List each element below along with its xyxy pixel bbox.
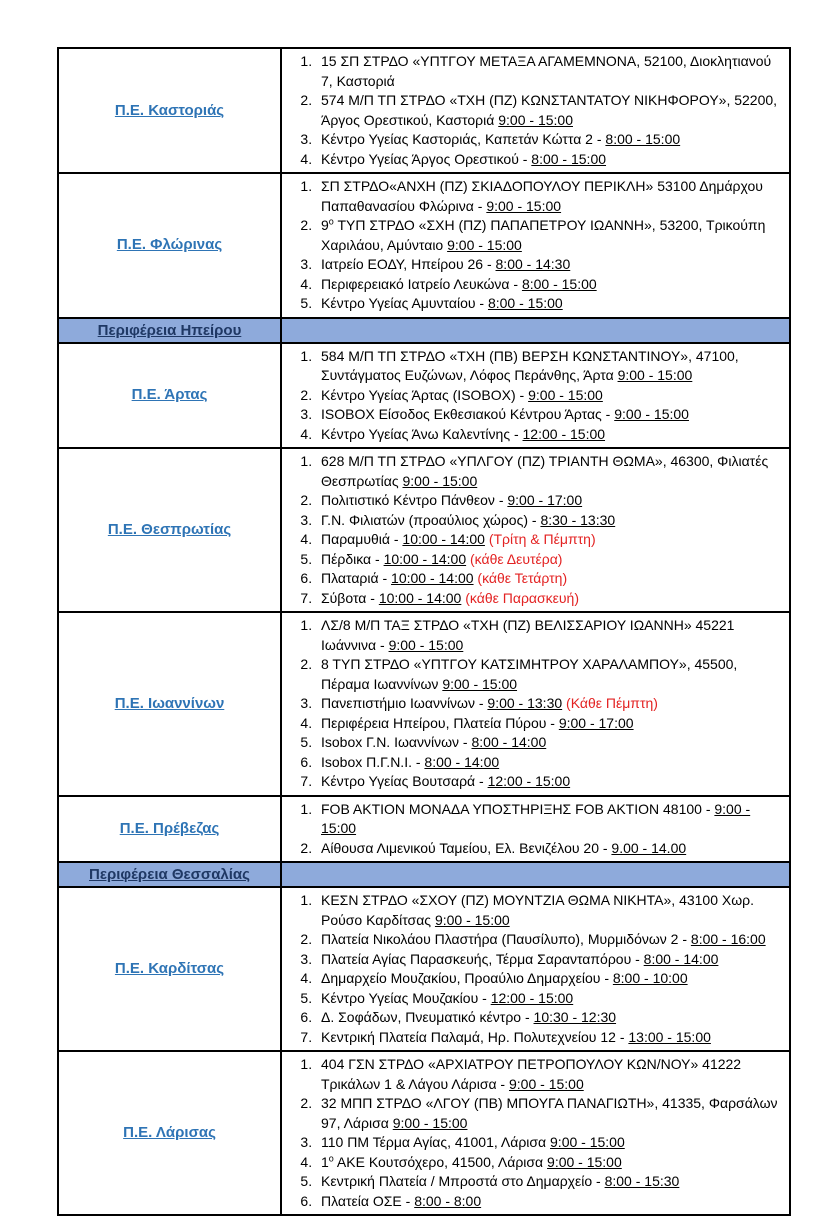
- item-text: Πλαταριά -: [321, 570, 392, 586]
- item-text: 574 Μ/Π ΤΠ ΣΤΡΔΟ «ΤΧΗ (ΠΖ) ΚΩΝΣΤΑΝΤΑΤΟΥ ΝΙΚΗΦΟΡΟΥ», 52200, Άργος Ορεστικού, Καστοριά: [321, 92, 778, 128]
- time-range: 9:00 - 15:00: [509, 1075, 584, 1092]
- section-header-link[interactable]: Περιφέρεια Θεσσαλίας: [89, 866, 250, 883]
- section-header-link[interactable]: Περιφέρεια Ηπείρου: [97, 321, 242, 339]
- time-range: 10:30 - 12:30: [533, 1009, 617, 1025]
- time-range: 8:00 - 14:00: [643, 950, 719, 967]
- item-text: ΣΠ ΣΤΡΔΟ«ΑΝΧΗ (ΠΖ) ΣΚΙΑΔΟΠΟΥΛΟΥ ΠΕΡΙΚΛΗ» 53100 Δημάρχου Παπαθανασίου Φλώρινα -: [321, 178, 763, 214]
- time-range: 9:00 - 15:00: [617, 367, 693, 383]
- region-link[interactable]: Π.Ε. Θεσπρωτίας: [107, 521, 232, 538]
- table-row: [58, 887, 790, 1051]
- day-note: (Κάθε Πέμπτη): [562, 695, 658, 711]
- day-note: (Τρίτη & Πέμπτη): [484, 531, 596, 547]
- time-range: 13:00 - 15:00: [628, 1028, 711, 1045]
- item-text: 9: [321, 217, 329, 233]
- location-item: [316, 452, 783, 491]
- item-text: Παραμυθιά -: [321, 531, 403, 547]
- item-text: Ιατρείο ΕΟΔΥ, Ηπείρου 26 -: [321, 256, 496, 272]
- location-item: [316, 694, 783, 714]
- item-text: ΚΕΣΝ ΣΤΡΔΟ «ΣΧΟΥ (ΠΖ) ΜΟΥΝΤΖΙΑ ΘΩΜΑ ΝΙΚΗΤΑ», 43100 Χωρ. Ρούσο Καρδίτσας: [321, 892, 755, 928]
- time-range: 9:00 - 15:00: [402, 472, 478, 489]
- items-cell: [281, 612, 790, 796]
- table-row: [58, 48, 790, 173]
- location-item: [316, 52, 783, 91]
- location-item: [316, 386, 783, 406]
- region-link[interactable]: Π.Ε. Λάρισας: [123, 1124, 216, 1141]
- location-item: [316, 616, 783, 655]
- location-item: [316, 753, 783, 773]
- location-item: [316, 733, 783, 753]
- location-item: [316, 772, 783, 792]
- location-list: [282, 616, 783, 792]
- location-item: [316, 150, 783, 170]
- location-item: [316, 216, 783, 255]
- items-cell: [281, 887, 790, 1051]
- location-item: [316, 839, 783, 859]
- item-text: Δ. Σοφάδων, Πνευματικό κέντρο -: [321, 1009, 534, 1025]
- location-item: [316, 294, 783, 314]
- region-cell: [58, 796, 281, 863]
- region-link[interactable]: Π.Ε. Καστοριάς: [114, 101, 225, 119]
- item-text: 404 ΓΣΝ ΣΤΡΔΟ «ΑΡΧΙΑΤΡΟΥ ΠΕΤΡΟΠΟΥΛΟΥ ΚΩΝ/ΝΟΥ» 41222 Τρικάλων 1 & Λάγου Λάρισα -: [321, 1056, 742, 1092]
- section-header-row: [58, 862, 790, 887]
- region-link[interactable]: Π.Ε. Καρδίτσας: [114, 960, 225, 977]
- location-item: [316, 930, 783, 950]
- location-item: [316, 891, 783, 930]
- item-text: Πολιτιστικό Κέντρο Πάνθεον -: [321, 492, 508, 508]
- location-list: [282, 1055, 783, 1211]
- time-range: 8:00 - 15:00: [521, 275, 597, 292]
- items-cell: [281, 448, 790, 612]
- location-item: [316, 1028, 783, 1048]
- time-range: 9:00 - 13:30: [487, 695, 563, 711]
- region-cell: [58, 173, 281, 318]
- location-list: [282, 52, 783, 169]
- item-text: Κεντρική Πλατεία / Μπροστά στο Δημαρχείο -: [321, 1173, 605, 1189]
- item-text: Κέντρο Υγείας Καστοριάς, Καπετάν Κώττα 2 -: [321, 131, 606, 147]
- item-text: FOB AKTION ΜΟΝΑΔΑ ΥΠΟΣΤΗΡΙΞΗΣ FOB AKTION 48100 -: [321, 800, 715, 817]
- time-range: 9:00 - 15:00: [434, 911, 510, 928]
- items-cell: [281, 796, 790, 863]
- item-text: 584 Μ/Π ΤΠ ΣΤΡΔΟ «ΤΧΗ (ΠΒ) ΒΕΡΣΗ ΚΩΝΣΤΑΝΤΙΝΟΥ», 47100, Συντάγματος Ευζώνων, Λόφος Περάνθης, Άρτα: [321, 347, 739, 383]
- location-list: [282, 347, 783, 445]
- time-range: 8:00 - 15:00: [605, 131, 681, 147]
- location-item: [316, 550, 783, 570]
- location-item: [316, 130, 783, 150]
- location-item: [316, 1094, 783, 1133]
- ordinal-suffix: ο: [328, 216, 334, 227]
- time-range: 8:00 - 10:00: [612, 970, 688, 986]
- time-range: 10:00 - 14:00: [383, 550, 467, 567]
- item-text: Κέντρο Υγείας Βουτσαρά -: [321, 773, 488, 789]
- day-note: (κάθε Παρασκευή): [461, 589, 579, 606]
- location-item: [316, 255, 783, 275]
- item-text: Κεντρική Πλατεία Παλαμά, Ηρ. Πολυτεχνείου 12 -: [321, 1028, 629, 1045]
- location-item: [316, 1192, 783, 1212]
- location-list: [282, 177, 783, 314]
- time-range: 12:00 - 15:00: [490, 989, 574, 1006]
- time-range: 8:00 - 14:30: [495, 256, 571, 272]
- items-cell: [281, 48, 790, 173]
- location-item: [316, 511, 783, 531]
- table-row: [58, 1051, 790, 1215]
- location-item: [316, 530, 783, 550]
- item-text: Αίθουσα Λιμενικού Ταμείου, Ελ. Βενιζέλου 20 -: [321, 839, 612, 856]
- time-range: 8:00 - 15:30: [604, 1173, 680, 1189]
- region-cell: [58, 612, 281, 796]
- time-range: 9:00 - 17:00: [558, 714, 634, 731]
- item-text: Isobox Γ.Ν. Ιωαννίνων -: [321, 734, 472, 750]
- table-row: [58, 612, 790, 796]
- table-row: [58, 173, 790, 318]
- item-text: Κέντρο Υγείας Μουζακίου -: [321, 989, 491, 1006]
- location-item: [316, 1008, 783, 1028]
- location-item: [316, 1172, 783, 1192]
- region-cell: [58, 48, 281, 173]
- item-text: ISOBOX Είσοδος Εκθεσιακού Κέντρου Άρτας -: [321, 406, 615, 422]
- location-item: [316, 950, 783, 970]
- time-range: 9.00 - 14.00: [611, 839, 687, 856]
- table-row: [58, 448, 790, 612]
- item-text: Περιφέρεια Ηπείρου, Πλατεία Πύρου -: [321, 714, 559, 731]
- ordinal-suffix: ο: [328, 1152, 334, 1163]
- table-row: [58, 343, 790, 449]
- location-item: [316, 405, 783, 425]
- item-text: Κέντρο Υγείας Άνω Καλεντίνης -: [321, 425, 523, 442]
- table-row: [58, 796, 790, 863]
- time-range: 8:00 - 8:00: [414, 1192, 482, 1209]
- time-range: 10:00 - 14:00: [391, 570, 474, 586]
- location-item: [316, 275, 783, 295]
- location-item: [316, 569, 783, 589]
- location-item: [316, 347, 783, 386]
- location-list: [282, 800, 783, 859]
- item-text: Κέντρο Υγείας Αμυνταίου -: [321, 295, 488, 311]
- item-text: 8 ΤΥΠ ΣΤΡΔΟ «ΥΠΤΓΟΥ ΚΑΤΣΙΜΗΤΡΟΥ ΧΑΡΑΛΑΜΠΟΥ», 45500, Πέραμα Ιωαννίνων: [321, 656, 738, 692]
- item-text: ΑΚΕ Κουτσόχερο, 41500, Λάρισα: [333, 1153, 548, 1170]
- location-item: [316, 425, 783, 445]
- time-range: 9:00 - 15:00: [442, 675, 518, 692]
- location-item: [316, 1055, 783, 1094]
- item-text: ΛΣ/8 Μ/Π ΤΑΞ ΣΤΡΔΟ «ΤΧΗ (ΠΖ) ΒΕΛΙΣΣΑΡΙΟΥ ΙΩΑΝΝΗ» 45221 Ιωάννινα -: [321, 617, 735, 653]
- item-text: 110 ΠΜ Τέρμα Αγίας, 41001, Λάρισα: [321, 1134, 551, 1150]
- region-link[interactable]: Π.Ε. Φλώρινας: [116, 236, 223, 254]
- items-cell: [281, 343, 790, 449]
- item-text: Πανεπιστήμιο Ιωαννίνων -: [321, 695, 488, 711]
- time-range: 9:00 - 15:00: [392, 1114, 468, 1131]
- time-range: 9:00 - 15:00: [447, 236, 522, 253]
- items-cell: [281, 173, 790, 318]
- location-list: [282, 891, 783, 1047]
- item-text: 15 ΣΠ ΣΤΡΔΟ «ΥΠΤΓΟΥ ΜΕΤΑΞΑ ΑΓΑΜΕΜΝΟΝΑ, 52100, Διοκλητιανού 7, Καστοριά: [321, 53, 772, 89]
- location-item: [316, 589, 783, 609]
- region-cell: [58, 1051, 281, 1215]
- time-range: 9:00 - 15:00: [321, 800, 751, 836]
- section-header-cell: [58, 862, 281, 887]
- item-text: Κέντρο Υγείας Άργος Ορεστικού -: [321, 150, 532, 167]
- location-item: [316, 177, 783, 216]
- item-text: 628 Μ/Π ΤΠ ΣΤΡΔΟ «ΥΠΛΓΟΥ (ΠΖ) ΤΡΙΑΝΤΗ ΘΩΜΑ», 46300, Φιλιατές Θεσπρωτίας: [321, 453, 769, 489]
- time-range: 8:00 - 14:00: [471, 734, 547, 750]
- location-item: [316, 989, 783, 1009]
- time-range: 9:00 - 15:00: [547, 1153, 622, 1170]
- day-note: (κάθε Δευτέρα): [466, 550, 563, 567]
- item-text: Πέρδικα -: [321, 550, 384, 567]
- item-text: Πλατεία Νικολάου Πλαστήρα (Παυσίλυπο), Μυρμιδόνων 2 -: [321, 931, 691, 947]
- location-item: [316, 655, 783, 694]
- time-range: 9:00 - 17:00: [507, 492, 583, 508]
- time-range: 12:00 - 15:00: [522, 425, 606, 442]
- vaccination-sites-table: [57, 47, 791, 1216]
- item-text: ΤΥΠ ΣΤΡΔΟ «ΣΧΗ (ΠΖ) ΠΑΠΑΠΕΤΡΟΥ ΙΩΑΝΝΗ», 53200, Τρικούπη Χαριλάου, Αμύνταιο: [321, 217, 766, 253]
- location-item: [316, 91, 783, 130]
- item-text: Κέντρο Υγείας Άρτας (ISOBOX) -: [321, 386, 529, 403]
- time-range: 9:00 - 15:00: [614, 406, 689, 422]
- item-text: Πλατεία ΟΣΕ -: [321, 1192, 415, 1209]
- time-range: 10:00 - 14:00: [378, 589, 462, 606]
- item-text: Δημαρχείο Μουζακίου, Προαύλιο Δημαρχείου -: [321, 970, 613, 986]
- time-range: 9:00 - 15:00: [486, 197, 562, 214]
- day-note: (κάθε Τετάρτη): [473, 570, 568, 586]
- section-header-row: [58, 318, 790, 343]
- region-cell: [58, 448, 281, 612]
- section-header-empty-cell: [281, 318, 790, 343]
- time-range: 8:00 - 14:00: [424, 753, 500, 770]
- location-list: [282, 452, 783, 608]
- location-item: [316, 969, 783, 989]
- location-item: [316, 1153, 783, 1173]
- time-range: 8:00 - 15:00: [531, 150, 607, 167]
- time-range: 8:00 - 16:00: [690, 931, 766, 947]
- item-text: Σύβοτα -: [321, 589, 379, 606]
- item-text: 32 ΜΠΠ ΣΤΡΔΟ «ΛΓΟΥ (ΠΒ) ΜΠΟΥΓΑ ΠΑΝΑΓΙΩΤΗ», 41335, Φαρσάλων 97, Λάρισα: [321, 1095, 778, 1131]
- location-item: [316, 800, 783, 839]
- item-text: Γ.Ν. Φιλιατών (προαύλιος χώρος) -: [321, 511, 541, 528]
- time-range: 10:00 - 14:00: [402, 531, 485, 547]
- items-cell: [281, 1051, 790, 1215]
- location-item: [316, 1133, 783, 1153]
- region-cell: [58, 343, 281, 449]
- time-range: 8:00 - 15:00: [487, 295, 563, 311]
- section-header-empty-cell: [281, 862, 790, 887]
- time-range: 9:00 - 15:00: [498, 111, 573, 128]
- region-link[interactable]: Π.Ε. Ιωαννίνων: [114, 694, 225, 712]
- region-link[interactable]: Π.Ε. Πρέβεζας: [119, 819, 220, 837]
- time-range: 9:00 - 15:00: [388, 636, 464, 653]
- item-text: Πλατεία Αγίας Παρασκευής, Τέρμα Σαρανταπόρου -: [321, 950, 644, 967]
- time-range: 8:30 - 13:30: [540, 511, 616, 528]
- region-cell: [58, 887, 281, 1051]
- location-item: [316, 714, 783, 734]
- time-range: 9:00 - 15:00: [550, 1134, 625, 1150]
- location-item: [316, 491, 783, 511]
- item-text: Περιφερειακό Ιατρείο Λευκώνα -: [321, 275, 522, 292]
- region-link[interactable]: Π.Ε. Άρτας: [131, 386, 208, 404]
- item-text: Isobox Π.Γ.Ν.Ι. -: [321, 753, 425, 770]
- time-range: 9:00 - 15:00: [528, 386, 603, 403]
- item-text: 1: [321, 1153, 329, 1170]
- section-header-cell: [58, 318, 281, 343]
- time-range: 12:00 - 15:00: [487, 773, 571, 789]
- region-table-body: [58, 48, 790, 1215]
